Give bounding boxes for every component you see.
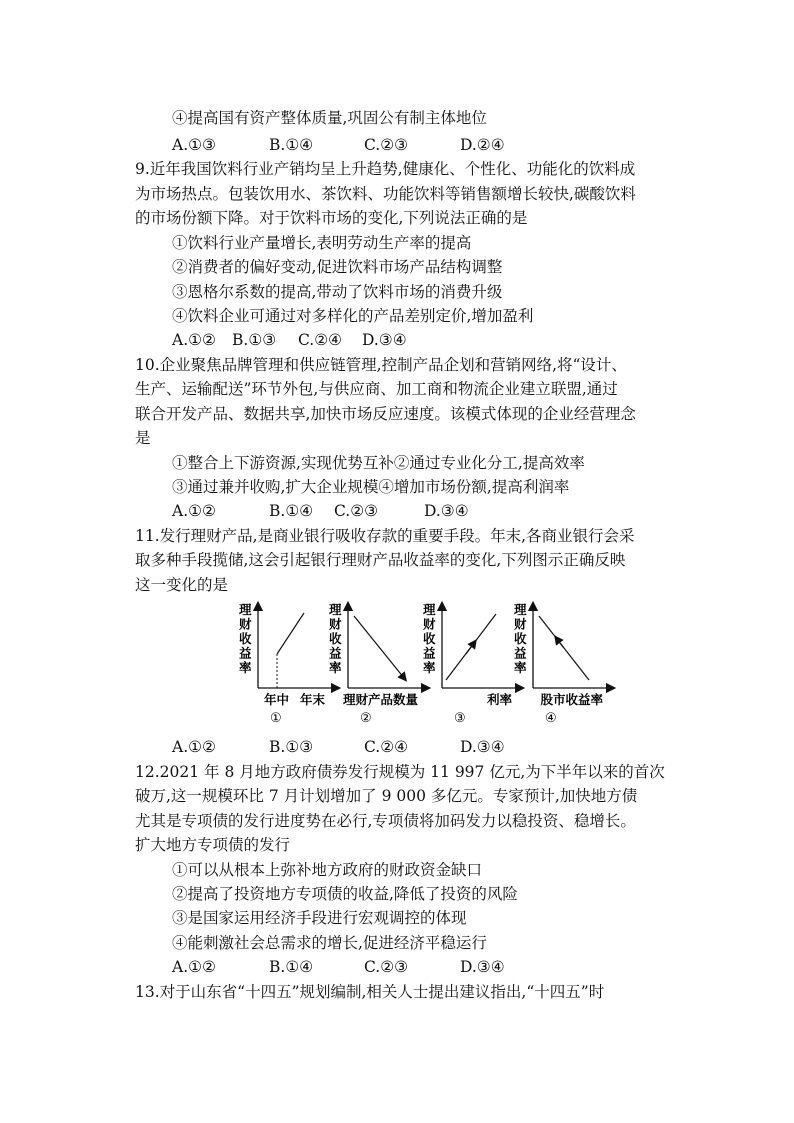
q8-answer-a: A.①③ [172, 136, 216, 154]
q9-answer-b: B.①③ [232, 331, 277, 349]
q12-answer-d: D.③④ [460, 958, 505, 976]
chart-line-rising [277, 613, 304, 654]
q10-option-3-4: ③通过兼并收购,扩大企业规模④增加市场份额,提高利润率 [172, 478, 570, 496]
chart-xlabel: 理财产品数量 [342, 692, 418, 707]
q11-stem-line-3: 这一变化的是 [135, 576, 229, 594]
q11-chart-4 [514, 602, 611, 725]
chart-ylabel-char: 益 [514, 645, 527, 661]
chart-number-label: ① [270, 711, 282, 725]
chart-line-falling-arrow [354, 616, 404, 678]
q12-option-3: ③是国家运用经济手段进行宏观调控的体现 [172, 909, 467, 927]
q10-stem-line-1: 10.企业聚焦品牌管理和供应链管理,控制产品企划和营销网络,将“设计、 [135, 356, 627, 374]
chart-ylabel-char: 收 [329, 631, 342, 646]
q10-option-1-2: ①整合上下游资源,实现优势互补②通过专业化分工,提高效率 [172, 454, 585, 472]
q12-answer-c: C.②③ [364, 958, 409, 976]
chart-ylabel-char: 财 [423, 616, 436, 632]
q12-stem-line-3: 尤其是专项债的发行进度势在必行,专项债将加码发力以稳投资、稳增长。 [135, 812, 636, 830]
chart-xlabel-yearend: 年末 [300, 692, 326, 707]
q9-option-3: ③恩格尔系数的提高,带动了饮料市场的消费升级 [172, 283, 503, 301]
chart-ylabel-char: 率 [423, 660, 436, 675]
chart-ylabel-char: 收 [239, 631, 252, 646]
chart-arrow-mid [557, 639, 563, 647]
q12-option-1: ①可以从根本上弥补地方政府的财政资金缺口 [172, 861, 483, 879]
q12-option-4: ④能刺激社会总需求的增长,促进经济平稳运行 [172, 934, 487, 952]
chart-line-falling [539, 616, 589, 680]
q11-chart-1 [239, 602, 336, 725]
q12-stem-line-1: 12.2021 年 8 月地方政府债券发行规模为 11 997 亿元,为下半年以来的首次 [135, 763, 665, 781]
chart-ylabel-char: 财 [239, 616, 252, 632]
q10-stem-line-3: 联合开发产品、数据共享,加快市场反应速度。该模式体现的企业经营理念 [135, 405, 636, 423]
chart-ylabel-char: 理 [239, 602, 252, 617]
chart-arrow-mid [466, 643, 474, 654]
q11-answer-b: B.①③ [269, 738, 314, 756]
q10-answer-d: D.③④ [424, 502, 469, 520]
chart-ylabel-char: 益 [329, 645, 342, 661]
chart-number-label: ④ [545, 711, 557, 725]
q11-answer-c: C.②④ [364, 738, 409, 756]
chart-ylabel-char: 理 [423, 602, 436, 617]
q8-answer-d: D.②④ [460, 136, 505, 154]
chart-number-label: ③ [454, 711, 466, 725]
q12-option-2: ②提高了投资地方专项债的收益,降低了投资的风险 [172, 885, 518, 903]
q10-answer-c: C.②③ [334, 502, 379, 520]
chart-ylabel-char: 收 [423, 631, 436, 646]
q11-answer-a: A.①② [172, 738, 216, 756]
q11-chart-2 [329, 602, 426, 725]
q11-answer-d: D.③④ [460, 738, 505, 756]
q11-charts [230, 600, 630, 725]
q10-answer-a: A.①② [172, 502, 216, 520]
q9-option-2: ②消费者的偏好变动,促进饮料市场产品结构调整 [172, 258, 503, 276]
chart-xlabel: 利率 [486, 692, 512, 707]
q9-stem-line-3: 的市场份额下降。对于饮料市场的变化,下列说法正确的是 [135, 209, 528, 227]
chart-ylabel-char: 率 [514, 660, 527, 675]
chart-ylabel-char: 财 [329, 616, 342, 632]
q9-option-4: ④饮料企业可通过对多样化的产品差别定价,增加盈利 [172, 307, 534, 325]
q9-answer-c: C.②④ [298, 331, 343, 349]
q9-answer-d: D.③④ [362, 331, 407, 349]
chart-xlabel-midyear: 年中 [264, 692, 290, 707]
chart-ylabel-char: 理 [329, 602, 342, 617]
chart-ylabel-char: 收 [514, 631, 527, 646]
q8-option-4: ④提高国有资产整体质量,巩固公有制主体地位 [172, 109, 487, 127]
q12-answer-a: A.①② [172, 958, 216, 976]
q12-stem-line-4: 扩大地方专项债的发行 [135, 836, 291, 854]
chart-xlabel: 股市收益率 [540, 692, 603, 707]
q10-stem-line-2: 生产、运输配送”环节外包,与供应商、加工商和物流企业建立联盟,通过 [135, 380, 618, 398]
q9-stem-line-2: 为市场热点。包装饮用水、茶饮料、功能饮料等销售额增长较快,碳酸饮料 [135, 185, 636, 203]
q10-stem-line-4: 是 [135, 429, 151, 447]
chart-number-label: ② [360, 711, 372, 725]
q13-stem-line-1: 13.对于山东省“十四五”规划编制,相关人士提出建议指出,“十四五”时 [135, 983, 605, 1001]
chart-ylabel-char: 益 [239, 645, 252, 661]
chart-ylabel-char: 益 [423, 645, 436, 661]
q9-answer-a: A.①② [172, 331, 216, 349]
q11-stem-line-2: 取多种手段揽储,这会引起银行理财产品收益率的变化,下列图示正确反映 [135, 551, 626, 569]
chart-ylabel-char: 财 [514, 616, 527, 632]
q9-stem-line-1: 9.近年我国饮料行业产销均呈上升趋势,健康化、个性化、功能化的饮料成 [135, 160, 636, 178]
q11-chart-3 [423, 602, 520, 725]
q9-option-1: ①饮料行业产量增长,表明劳动生产率的提高 [172, 234, 472, 252]
q11-charts-svg [230, 600, 630, 725]
chart-ylabel-char: 理 [514, 602, 527, 617]
q10-answer-b: B.①④ [269, 502, 314, 520]
chart-ylabel-char: 率 [329, 660, 342, 675]
q8-answer-b: B.①④ [269, 136, 314, 154]
q8-answer-c: C.②③ [364, 136, 409, 154]
q12-answer-b: B.①④ [269, 958, 314, 976]
q11-stem-line-1: 11.发行理财产品,是商业银行吸收存款的重要手段。年末,各商业银行会采 [135, 527, 635, 545]
chart-ylabel-char: 率 [239, 660, 252, 675]
q12-stem-line-2: 破万,这一规模环比 7 月计划增加了 9 000 多亿元。专家预计,加快地方债 [135, 787, 638, 805]
